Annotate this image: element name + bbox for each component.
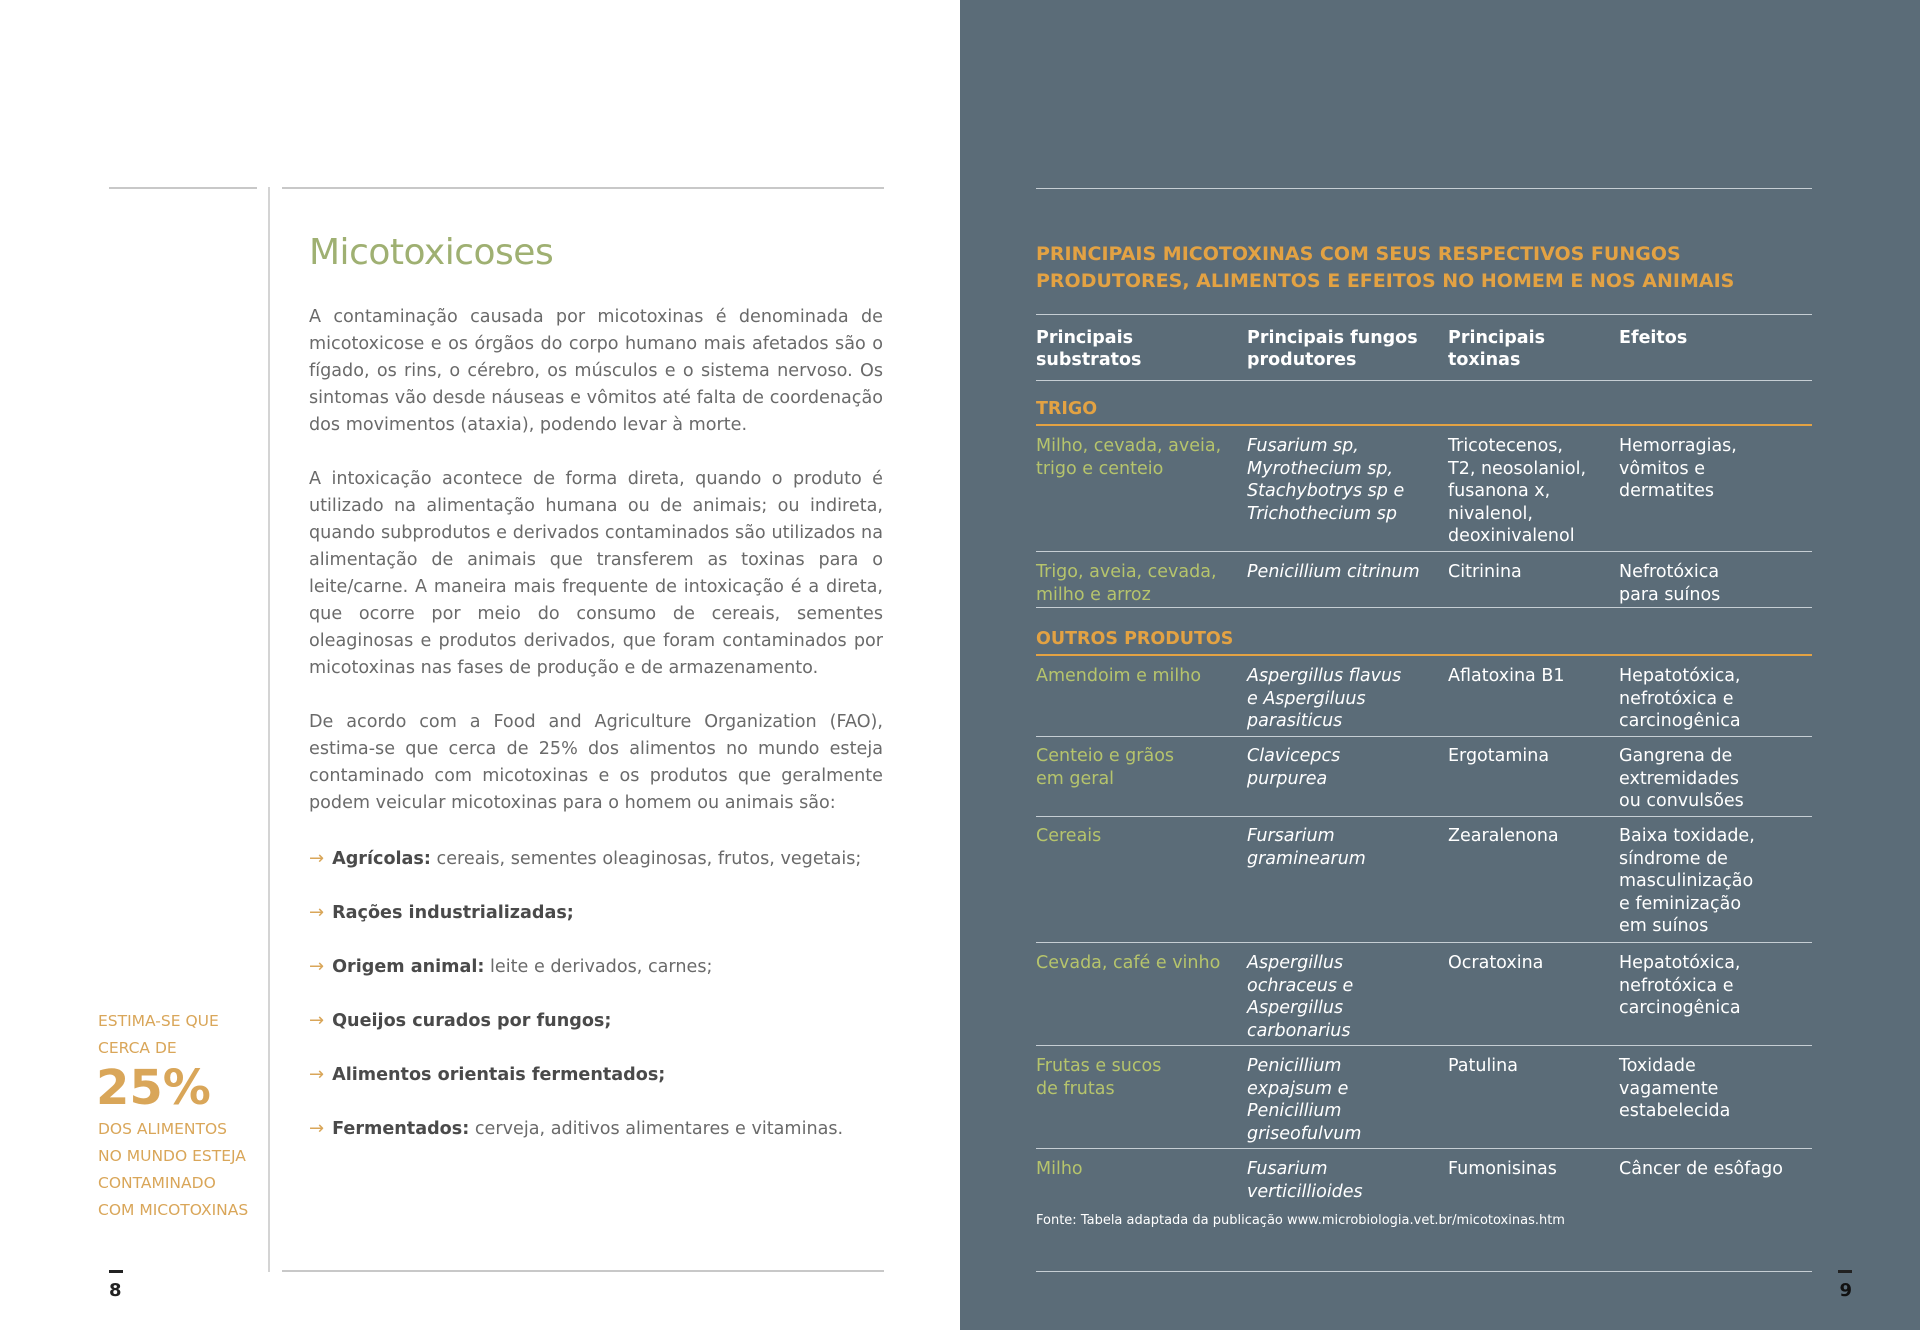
row-rule [1036,551,1812,552]
cell-line: ou convulsões [1619,791,1744,811]
cell-line: Trichothecium sp [1247,503,1397,524]
cell-toxinas [1448,665,1613,688]
column-header-line: produtores [1247,350,1357,370]
cell-efeitos [1619,952,1809,1020]
cell-line: Citrinina [1448,562,1522,582]
cell-line: Cereais [1036,826,1102,846]
cell-efeitos [1619,665,1809,733]
cell-line: Tricotecenos, [1448,436,1563,456]
bullet-text: cereais, sementes oleaginosas, frutos, vegetais; [430,849,862,869]
column-header-efeitos [1619,327,1687,349]
callout-line: COM MICOTOXINAS [98,1201,249,1219]
column-header-line: Principais [1036,328,1134,348]
column-header-line: substratos [1036,350,1142,370]
cell-substrato [1036,1055,1241,1100]
cell-efeitos [1619,1158,1809,1181]
callout-line: DOS ALIMENTOS [98,1120,227,1138]
cell-line: e feminização [1619,893,1742,914]
bullet-item [309,956,712,977]
arrow-right-icon: → [309,848,325,869]
page-number: 9 [1839,1280,1852,1301]
cell-line: carbonarius [1247,1020,1351,1041]
cell-line: trigo e centeio [1036,458,1164,479]
cell-line: Frutas e sucos [1036,1056,1162,1076]
cell-toxinas [1448,561,1613,584]
cell-toxinas [1448,745,1613,768]
section-rule [1036,424,1812,426]
bullet-text: leite e derivados, carnes; [484,957,713,977]
column-header-line: toxinas [1448,350,1521,370]
callout-percent: 25% [96,1060,211,1116]
cell-line: dermatites [1619,481,1715,501]
cell-efeitos [1619,561,1809,606]
cell-fungos [1247,952,1447,1042]
cell-line: Aspergillus flavus [1247,666,1402,686]
column-header-line: Principais [1448,328,1546,348]
cell-line: extremidades [1619,768,1739,789]
cell-line: nefrotóxica e [1619,975,1734,996]
cell-substrato [1036,435,1241,480]
cell-line: síndrome de [1619,848,1728,869]
cell-substrato [1036,825,1241,848]
cell-fungos [1247,435,1447,525]
bullet-item [309,1064,665,1085]
cell-line: Fusarium [1247,1159,1328,1179]
arrow-right-icon: → [309,902,325,923]
cell-efeitos [1619,825,1809,938]
cell-line: Centeio e grãos [1036,746,1175,766]
page-number-bar [1838,1270,1852,1273]
cell-toxinas [1448,825,1613,848]
cell-fungos [1247,561,1447,584]
cell-line: Myrothecium sp, [1247,458,1394,479]
paragraph-3: De acordo com a Food and Agriculture Organization (FAO), estima-se que cerca de 25% dos alimentos no mundo esteja contaminado com micotoxinas e os produtos que geralmente podem veicular micotoxinas para o homem ou animais são: [309,712,883,813]
bullet-bold: Alimentos orientais fermentados; [332,1065,666,1085]
cell-line: Penicillium citrinum [1247,562,1420,582]
cell-line: Clavicepcs [1247,746,1341,766]
cell-line: carcinogênica [1619,998,1741,1018]
arrow-right-icon: → [309,1064,325,1085]
cell-line: Trigo, aveia, cevada, [1036,562,1217,582]
cell-toxinas [1448,435,1613,548]
bullet-bold: Origem animal: [332,957,485,977]
cell-line: masculinização [1619,871,1754,891]
bullet-text: cerveja, aditivos alimentares e vitaminas. [469,1119,844,1139]
row-rule [1036,736,1812,737]
cell-line: deoxinivalenol [1448,526,1575,546]
paragraph-1: A contaminação causada por micotoxinas é denominada de micotoxicose e os órgãos do corpo humano mais afetados são o fígado, os rins, o cérebro, os músculos e o sistema nervoso. Os sintomas vão desde náuseas e vômitos até falta de coordenação dos movimentos (ataxia), podendo levar à morte. [309,307,883,435]
section-rule [1036,654,1812,656]
cell-line: e Aspergiluus [1247,688,1366,709]
cell-line: Aspergillus [1247,953,1344,973]
cell-line: Ergotamina [1448,746,1550,766]
cell-toxinas [1448,952,1613,975]
cell-line: ochraceus e [1247,975,1354,996]
section-label-outros: OUTROS PRODUTOS [1036,629,1234,649]
row-rule [1036,1148,1812,1149]
cell-line: Milho [1036,1159,1083,1179]
cell-line: em suínos [1619,916,1709,936]
page-number: 8 [109,1280,122,1301]
cell-line: de frutas [1036,1078,1115,1099]
top-rule-long [282,187,884,189]
cell-substrato [1036,745,1241,790]
arrow-right-icon: → [309,1010,325,1031]
cell-line: Cevada, café e vinho [1036,953,1221,973]
cell-line: Aspergillus [1247,998,1344,1018]
cell-line: Fusarium sp, [1247,436,1359,456]
callout-line: ESTIMA-SE QUE [98,1012,219,1030]
column-header-line: Efeitos [1619,328,1688,348]
cell-efeitos [1619,745,1809,813]
cell-fungos [1247,1055,1447,1145]
column-header-line: Principais fungos [1247,328,1418,348]
cell-line: Amendoim e milho [1036,666,1202,686]
bullet-item [309,902,574,923]
row-rule [1036,1045,1812,1046]
cell-line: vagamente [1619,1078,1719,1099]
callout-line: CERCA DE [98,1039,177,1057]
cell-fungos [1247,745,1447,790]
page-title: Micotoxicoses [309,232,554,273]
cell-line: expajsum e [1247,1078,1349,1099]
cell-line: Penicillium [1247,1056,1342,1076]
source-note: Fonte: Tabela adaptada da publicação www.microbiologia.vet.br/micotoxinas.htm [1036,1213,1565,1228]
callout-line: CONTAMINADO [98,1174,216,1192]
cell-line: carcinogênica [1619,711,1741,731]
cell-line: T2, neosolaniol, [1448,458,1587,479]
cell-line: Hepatotóxica, [1619,953,1741,973]
cell-line: milho e arroz [1036,584,1151,605]
table-heading-line: PRINCIPAIS MICOTOXINAS COM SEUS RESPECTIVOS FUNGOS [1036,243,1681,265]
row-rule [1036,607,1812,608]
cell-toxinas [1448,1158,1613,1181]
bullet-item [309,1118,843,1139]
cell-toxinas [1448,1055,1613,1078]
cell-line: verticillioides [1247,1181,1363,1202]
cell-line: Hepatotóxica, [1619,666,1741,686]
table-heading [1036,241,1816,295]
cell-line: Milho, cevada, aveia, [1036,436,1222,456]
column-header-toxinas [1448,327,1545,371]
column-divider [268,187,270,1272]
header-rule-top [1036,314,1812,315]
bullet-bold: Queijos curados por fungos; [332,1011,612,1031]
cell-efeitos [1619,1055,1809,1123]
bullet-bold: Agrícolas: [332,849,431,869]
bullet-item [309,848,861,869]
cell-line: griseofulvum [1247,1123,1362,1144]
cell-substrato [1036,952,1241,975]
header-rule-bottom [1036,380,1812,381]
cell-line: vômitos e [1619,458,1705,479]
cell-line: parasiticus [1247,711,1343,731]
cell-fungos [1247,825,1447,870]
cell-line: Fumonisinas [1448,1159,1557,1179]
cell-line: em geral [1036,768,1115,789]
cell-line: Aflatoxina B1 [1448,666,1565,686]
bullet-bold: Rações industrializadas; [332,903,574,923]
cell-line: Câncer de esôfago [1619,1159,1783,1179]
cell-line: Stachybotrys sp e [1247,481,1405,501]
cell-line: Fursarium [1247,826,1335,846]
row-rule [1036,816,1812,817]
cell-line: para suínos [1619,584,1721,605]
row-rule [1036,942,1812,943]
cell-line: purpurea [1247,768,1328,789]
cell-line: Toxidade [1619,1056,1696,1076]
column-header-fungos [1247,327,1418,371]
cell-line: graminearum [1247,848,1366,869]
cell-line: Ocratoxina [1448,953,1544,973]
cell-substrato [1036,665,1241,688]
cell-line: fusanona x, [1448,481,1551,501]
page-number-bar [109,1270,123,1273]
section-label-trigo: TRIGO [1036,399,1098,419]
table-heading-line: PRODUTORES, ALIMENTOS E EFEITOS NO HOMEM E NOS ANIMAIS [1036,270,1735,292]
callout-bottom [98,1116,268,1224]
cell-line: Hemorragias, [1619,436,1737,456]
cell-line: Zearalenona [1448,826,1559,846]
cell-line: Nefrotóxica [1619,562,1720,582]
bullet-item [309,1010,611,1031]
callout-top [98,1008,268,1062]
column-header-substratos [1036,327,1141,371]
cell-substrato [1036,561,1241,606]
cell-substrato [1036,1158,1241,1181]
cell-fungos [1247,1158,1447,1203]
bottom-rule [1036,1271,1812,1272]
cell-line: Baixa toxidade, [1619,826,1755,846]
top-rule [1036,188,1812,189]
arrow-right-icon: → [309,956,325,977]
arrow-right-icon: → [309,1118,325,1139]
cell-line: nivalenol, [1448,503,1533,524]
cell-line: nefrotóxica e [1619,688,1734,709]
callout-line: NO MUNDO ESTEJA [98,1147,246,1165]
cell-line: Patulina [1448,1056,1518,1076]
bottom-rule [282,1270,884,1272]
cell-line: Penicillium [1247,1101,1342,1121]
right-page [960,0,1920,1330]
bullet-bold: Fermentados: [332,1119,470,1139]
paragraph-2: A intoxicação acontece de forma direta, quando o produto é utilizado na alimentação humana ou de animais; ou indireta, quando subprodutos e derivados contaminados são utilizados na alimentação de animais que transferem as toxinas para o leite/carne. A maneira mais frequente de intoxicação é a direta, que ocorre por meio do consumo de cereais, sementes oleaginosas e produtos derivados, que foram contaminados por micotoxinas nas fases de produção e de armazenamento. [309,469,883,678]
cell-line: Gangrena de [1619,746,1733,766]
top-rule-short [109,187,257,189]
cell-efeitos [1619,435,1809,503]
cell-line: estabelecida [1619,1101,1731,1121]
cell-fungos [1247,665,1447,733]
